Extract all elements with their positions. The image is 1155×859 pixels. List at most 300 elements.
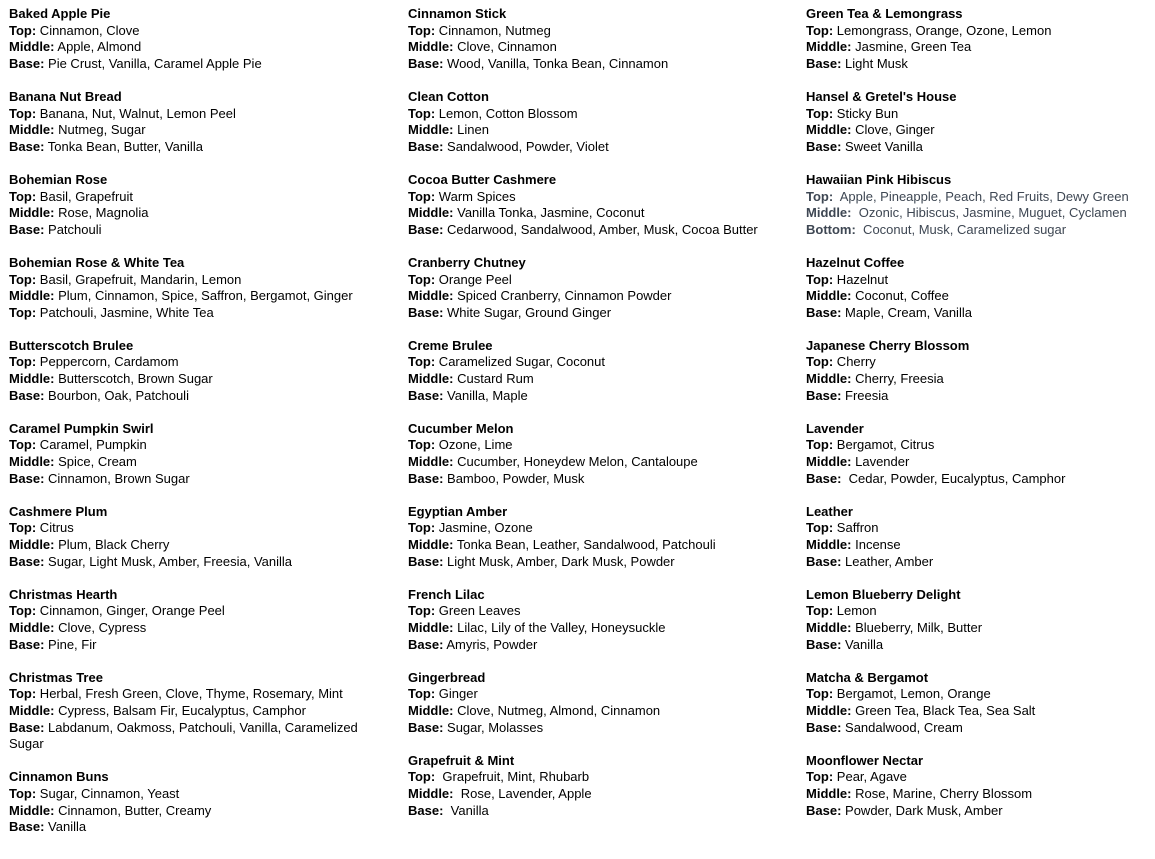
- note-value: Vanilla: [443, 802, 489, 818]
- note-value: Bamboo, Powder, Musk: [443, 470, 585, 486]
- note-line: [9, 371, 377, 388]
- note-line: [806, 189, 1151, 206]
- note-line: [408, 520, 793, 537]
- note-label: Top:: [408, 22, 436, 38]
- fragrance-title: Cinnamon Buns: [9, 769, 109, 785]
- note-line: [9, 56, 377, 73]
- note-value: Light Musk: [841, 55, 908, 71]
- note-value: Cinnamon, Butter, Creamy: [54, 802, 212, 818]
- note-value: Sandalwood, Cream: [841, 719, 963, 735]
- note-value: Herbal, Fresh Green, Clove, Thyme, Rosemary, Mint: [36, 686, 343, 702]
- note-value: Cherry: [833, 354, 876, 370]
- note-value: Cinnamon, Ginger, Orange Peel: [36, 603, 225, 619]
- fragrance-entry: [408, 504, 793, 570]
- note-value: Bourbon, Oak, Patchouli: [44, 387, 189, 403]
- note-label: Middle:: [9, 205, 55, 221]
- note-line: [408, 471, 793, 488]
- fragrance-entry: [9, 421, 377, 487]
- note-line: [806, 222, 1151, 239]
- fragrance-entry: [408, 172, 793, 238]
- note-line: [9, 554, 377, 571]
- fragrance-entry: [9, 338, 377, 404]
- note-value: Sandalwood, Powder, Violet: [443, 138, 609, 154]
- fragrance-entry: [806, 255, 1151, 321]
- note-label: Top:: [9, 603, 37, 619]
- note-value: Ozone, Lime: [435, 437, 513, 453]
- note-label: Middle:: [806, 702, 852, 718]
- note-label: Top:: [806, 22, 834, 38]
- note-line: [408, 554, 793, 571]
- fragrance-entry: [9, 670, 377, 753]
- note-label: Middle:: [408, 371, 454, 387]
- note-value: Pie Crust, Vanilla, Caramel Apple Pie: [44, 55, 262, 71]
- note-line: [408, 686, 793, 703]
- note-line: [9, 703, 377, 720]
- fragrance-title: Grapefruit & Mint: [408, 752, 515, 768]
- note-value: Ozonic, Hibiscus, Jasmine, Muguet, Cyclamen: [851, 205, 1127, 221]
- note-value: Green Tea, Black Tea, Sea Salt: [851, 702, 1036, 718]
- note-label: Base:: [806, 304, 842, 320]
- fragrance-title: Matcha & Bergamot: [806, 669, 929, 685]
- note-label: Middle:: [9, 537, 55, 552]
- note-line: [9, 720, 377, 753]
- note-line: [408, 603, 793, 620]
- note-label: Middle:: [408, 454, 454, 470]
- note-line: [9, 803, 377, 820]
- note-line: [806, 437, 1151, 454]
- fragrance-title: Hansel & Gretel's House: [806, 88, 957, 104]
- note-label: Middle:: [408, 619, 454, 635]
- note-value: Patchouli: [44, 221, 102, 237]
- note-label: Top:: [806, 686, 834, 702]
- note-value: Sticky Bun: [833, 105, 899, 121]
- note-label: Top:: [9, 188, 37, 204]
- note-value: Lilac, Lily of the Valley, Honeysuckle: [453, 619, 666, 635]
- note-label: Middle:: [408, 122, 454, 138]
- note-line: [9, 603, 377, 620]
- note-line: [806, 388, 1151, 405]
- note-value: Apple, Almond: [54, 39, 142, 55]
- note-line: [408, 23, 793, 40]
- note-value: Cucumber, Honeydew Melon, Cantaloupe: [453, 454, 698, 470]
- fragrance-title: Lemon Blueberry Delight: [806, 586, 961, 602]
- fragrance-entry: [9, 6, 377, 72]
- note-line: [408, 354, 793, 371]
- note-label: Middle:: [9, 802, 55, 818]
- note-value: Sugar, Cinnamon, Yeast: [36, 785, 180, 801]
- note-label: Middle:: [9, 702, 55, 718]
- note-label: Top:: [9, 271, 37, 287]
- note-value: Coconut, Coffee: [851, 288, 949, 304]
- note-value: Custard Rum: [453, 371, 534, 387]
- note-value: Sugar, Molasses: [443, 719, 544, 735]
- note-value: Nutmeg, Sugar: [54, 122, 146, 138]
- note-line: [408, 272, 793, 289]
- fragrance-title: Cinnamon Stick: [408, 6, 507, 21]
- note-value: Butterscotch, Brown Sugar: [54, 371, 213, 387]
- fragrance-title: Cucumber Melon: [408, 420, 514, 436]
- note-line: [408, 305, 793, 322]
- note-label: Middle:: [9, 122, 55, 138]
- note-line: [9, 139, 377, 156]
- note-line: [9, 288, 377, 305]
- note-line: [408, 454, 793, 471]
- note-line: [408, 803, 793, 820]
- fragrance-title: Bohemian Rose & White Tea: [9, 254, 185, 270]
- note-line: [9, 189, 377, 206]
- note-value: Tonka Bean, Butter, Vanilla: [44, 138, 203, 154]
- fragrance-title: Clean Cotton: [408, 88, 489, 104]
- fragrance-title: Egyptian Amber: [408, 503, 508, 519]
- note-line: [9, 39, 377, 56]
- note-label: Middle:: [806, 454, 852, 470]
- fragrance-entry: [408, 753, 793, 819]
- note-label: Base:: [408, 304, 444, 320]
- note-label: Middle:: [806, 288, 852, 304]
- note-value: Apple, Pineapple, Peach, Red Fruits, Dewy Green: [833, 188, 1129, 204]
- note-line: [408, 437, 793, 454]
- note-label: Base:: [9, 221, 45, 237]
- note-line: [408, 620, 793, 637]
- note-line: [408, 537, 793, 554]
- note-line: [408, 56, 793, 73]
- note-label: Top:: [408, 437, 436, 453]
- note-value: Jasmine, Ozone: [435, 520, 533, 536]
- note-line: [408, 122, 793, 139]
- note-value: Lavender: [851, 454, 910, 470]
- note-line: [408, 720, 793, 737]
- note-value: Caramelized Sugar, Coconut: [435, 354, 605, 370]
- note-line: [408, 139, 793, 156]
- fragrance-entry: [9, 172, 377, 238]
- note-line: [408, 637, 793, 654]
- note-line: [408, 769, 793, 786]
- note-label: Top:: [806, 354, 834, 370]
- note-line: [9, 819, 377, 836]
- note-value: Caramel, Pumpkin: [36, 437, 147, 453]
- fragrance-entry: [806, 89, 1151, 155]
- note-label: Base:: [806, 553, 842, 569]
- note-line: [806, 786, 1151, 803]
- note-line: [806, 554, 1151, 571]
- note-value: Banana, Nut, Walnut, Lemon Peel: [36, 105, 236, 121]
- fragrance-title: Cashmere Plum: [9, 503, 108, 519]
- note-value: Jasmine, Green Tea: [851, 39, 972, 55]
- note-line: [806, 537, 1151, 554]
- note-label: Middle:: [408, 702, 454, 718]
- note-line: [806, 305, 1151, 322]
- note-value: Freesia: [841, 387, 889, 403]
- note-label: Middle:: [806, 39, 852, 55]
- note-label: Top:: [408, 105, 436, 121]
- note-label: Base:: [806, 387, 842, 403]
- note-value: Labdanum, Oakmoss, Patchouli, Vanilla, Caramelized Sugar: [9, 719, 362, 752]
- fragrance-entry: [806, 338, 1151, 404]
- note-line: [806, 637, 1151, 654]
- fragrance-title: Cocoa Butter Cashmere: [408, 171, 557, 187]
- note-line: [806, 56, 1151, 73]
- note-line: [806, 620, 1151, 637]
- note-label: Base:: [9, 55, 45, 71]
- fragrance-entry: [9, 769, 377, 835]
- note-value: Lemongrass, Orange, Ozone, Lemon: [833, 22, 1052, 38]
- note-label: Base:: [9, 636, 45, 652]
- fragrance-title: Gingerbread: [408, 669, 486, 685]
- note-label: Middle:: [806, 371, 852, 387]
- fragrance-entry: [408, 338, 793, 404]
- note-value: Citrus: [36, 520, 74, 536]
- note-value: Bergamot, Lemon, Orange: [833, 686, 991, 702]
- fragrance-title: Japanese Cherry Blossom: [806, 337, 970, 353]
- note-line: [9, 305, 377, 322]
- note-value: Amyris, Powder: [443, 636, 538, 652]
- note-value: Cherry, Freesia: [851, 371, 944, 387]
- note-value: Spiced Cranberry, Cinnamon Powder: [453, 288, 672, 304]
- fragrance-title: Leather: [806, 503, 853, 519]
- fragrance-entry: [806, 587, 1151, 653]
- note-line: [806, 720, 1151, 737]
- note-value: Coconut, Musk, Caramelized sugar: [855, 221, 1067, 237]
- fragrance-entry: [806, 6, 1151, 72]
- note-line: [806, 39, 1151, 56]
- note-label: Bottom:: [806, 221, 856, 237]
- note-value: Pine, Fir: [44, 636, 97, 652]
- note-value: Sweet Vanilla: [841, 138, 923, 154]
- note-label: Top:: [408, 603, 436, 619]
- note-label: Base:: [408, 719, 444, 735]
- note-label: Top:: [408, 354, 436, 370]
- fragrance-entry: [806, 421, 1151, 487]
- note-label: Top:: [806, 271, 834, 287]
- fragrance-title: Baked Apple Pie: [9, 6, 111, 21]
- note-value: Clove, Cinnamon: [453, 39, 557, 55]
- fragrance-title: Christmas Tree: [9, 669, 103, 685]
- note-label: Base:: [9, 553, 45, 569]
- note-label: Middle:: [806, 619, 852, 635]
- note-label: Top:: [9, 304, 37, 320]
- note-value: Rose, Magnolia: [54, 205, 149, 221]
- fragrance-title: Butterscotch Brulee: [9, 337, 134, 353]
- note-label: Top:: [9, 105, 37, 121]
- note-line: [408, 205, 793, 222]
- notes-column-2: [408, 6, 793, 836]
- note-value: Clove, Nutmeg, Almond, Cinnamon: [453, 702, 661, 718]
- note-value: Cypress, Balsam Fir, Eucalyptus, Camphor: [54, 702, 306, 718]
- fragrance-title: Banana Nut Bread: [9, 88, 122, 104]
- note-line: [9, 620, 377, 637]
- fragrance-title: Hawaiian Pink Hibiscus: [806, 171, 952, 187]
- note-label: Top:: [9, 686, 37, 702]
- note-label: Middle:: [9, 454, 55, 470]
- note-value: Tonka Bean, Leather, Sandalwood, Patchouli: [453, 537, 716, 552]
- note-value: Cinnamon, Brown Sugar: [44, 470, 190, 486]
- note-line: [408, 39, 793, 56]
- note-value: Incense: [851, 537, 901, 552]
- note-label: Top:: [408, 769, 436, 785]
- note-value: Clove, Cypress: [54, 619, 147, 635]
- note-line: [9, 520, 377, 537]
- fragrance-entry: [806, 670, 1151, 736]
- fragrance-title: Creme Brulee: [408, 337, 493, 353]
- note-value: Blueberry, Milk, Butter: [851, 619, 983, 635]
- note-line: [9, 354, 377, 371]
- note-line: [806, 122, 1151, 139]
- note-label: Base:: [9, 719, 45, 735]
- note-line: [9, 437, 377, 454]
- note-value: Cedarwood, Sandalwood, Amber, Musk, Cocoa Butter: [443, 221, 758, 237]
- note-line: [806, 471, 1151, 488]
- note-line: [9, 106, 377, 123]
- fragrance-entry: [408, 255, 793, 321]
- note-label: Base:: [806, 470, 842, 486]
- note-line: [408, 189, 793, 206]
- note-label: Base:: [408, 221, 444, 237]
- note-value: Maple, Cream, Vanilla: [841, 304, 972, 320]
- note-value: Cinnamon, Clove: [36, 22, 140, 38]
- note-value: Vanilla, Maple: [443, 387, 528, 403]
- note-label: Top:: [9, 354, 37, 370]
- note-value: Lemon: [833, 603, 877, 619]
- fragrance-title: Caramel Pumpkin Swirl: [9, 420, 154, 436]
- note-label: Base:: [408, 387, 444, 403]
- notes-column-3: [806, 6, 1151, 836]
- fragrance-entry: [408, 6, 793, 72]
- note-value: Spice, Cream: [54, 454, 137, 470]
- note-label: Top:: [408, 686, 436, 702]
- note-value: Rose, Marine, Cherry Blossom: [851, 785, 1033, 801]
- note-label: Base:: [9, 470, 45, 486]
- note-value: Basil, Grapefruit: [36, 188, 134, 204]
- fragrance-title: Hazelnut Coffee: [806, 254, 905, 270]
- note-line: [408, 388, 793, 405]
- note-value: Plum, Black Cherry: [54, 537, 170, 552]
- note-line: [9, 23, 377, 40]
- note-line: [806, 603, 1151, 620]
- note-line: [806, 106, 1151, 123]
- note-value: Wood, Vanilla, Tonka Bean, Cinnamon: [443, 55, 669, 71]
- note-line: [806, 288, 1151, 305]
- fragrance-title: Christmas Hearth: [9, 586, 118, 602]
- note-value: White Sugar, Ground Ginger: [443, 304, 612, 320]
- note-line: [806, 354, 1151, 371]
- note-label: Middle:: [9, 371, 55, 387]
- note-label: Base:: [806, 802, 842, 818]
- note-value: Pear, Agave: [833, 769, 907, 785]
- note-label: Top:: [806, 520, 834, 536]
- note-label: Top:: [9, 437, 37, 453]
- note-value: Basil, Grapefruit, Mandarin, Lemon: [36, 271, 242, 287]
- note-value: Patchouli, Jasmine, White Tea: [36, 304, 214, 320]
- note-label: Base:: [9, 138, 45, 154]
- note-label: Middle:: [408, 288, 454, 304]
- note-value: Cinnamon, Nutmeg: [435, 22, 551, 38]
- note-value: Vanilla Tonka, Jasmine, Coconut: [453, 205, 645, 221]
- note-line: [806, 23, 1151, 40]
- note-value: Peppercorn, Cardamom: [36, 354, 179, 370]
- fragrance-entry: [9, 89, 377, 155]
- note-label: Top:: [9, 785, 37, 801]
- note-value: Green Leaves: [435, 603, 521, 619]
- note-line: [806, 139, 1151, 156]
- note-label: Base:: [408, 470, 444, 486]
- notes-column-1: [9, 6, 377, 852]
- note-value: Warm Spices: [435, 188, 516, 204]
- note-line: [806, 371, 1151, 388]
- note-label: Top:: [806, 769, 834, 785]
- note-value: Light Musk, Amber, Dark Musk, Powder: [443, 553, 675, 569]
- fragrance-entry: [806, 753, 1151, 819]
- fragrance-entry: [9, 587, 377, 653]
- note-value: Hazelnut: [833, 271, 889, 287]
- fragrance-title: French Lilac: [408, 586, 485, 602]
- note-line: [408, 222, 793, 239]
- note-line: [806, 205, 1151, 222]
- note-label: Base:: [408, 553, 444, 569]
- note-value: Cedar, Powder, Eucalyptus, Camphor: [841, 470, 1066, 486]
- note-line: [408, 703, 793, 720]
- note-label: Base:: [806, 636, 842, 652]
- note-line: [9, 686, 377, 703]
- note-label: Base:: [806, 138, 842, 154]
- note-value: Powder, Dark Musk, Amber: [841, 802, 1003, 818]
- note-label: Middle:: [9, 619, 55, 635]
- note-label: Base:: [9, 819, 45, 835]
- note-label: Middle:: [806, 122, 852, 138]
- note-line: [9, 222, 377, 239]
- note-label: Top:: [806, 188, 834, 204]
- note-value: Vanilla: [841, 636, 884, 652]
- note-value: Grapefruit, Mint, Rhubarb: [435, 769, 590, 785]
- note-line: [9, 272, 377, 289]
- fragrance-entry: [408, 421, 793, 487]
- note-line: [806, 520, 1151, 537]
- note-line: [9, 786, 377, 803]
- note-label: Middle:: [806, 537, 852, 552]
- note-label: Middle:: [9, 288, 55, 304]
- note-line: [9, 205, 377, 222]
- note-label: Middle:: [408, 537, 454, 552]
- note-label: Middle:: [9, 39, 55, 55]
- note-line: [806, 272, 1151, 289]
- note-line: [408, 106, 793, 123]
- note-line: [9, 454, 377, 471]
- fragrance-title: Lavender: [806, 420, 864, 436]
- note-line: [408, 786, 793, 803]
- note-label: Top:: [9, 22, 37, 38]
- note-label: Top:: [9, 520, 37, 536]
- fragrance-entry: [806, 504, 1151, 570]
- note-label: Base:: [408, 802, 444, 818]
- note-label: Middle:: [408, 39, 454, 55]
- note-value: Bergamot, Citrus: [833, 437, 935, 453]
- fragrance-entry: [9, 504, 377, 570]
- fragrance-title: Green Tea & Lemongrass: [806, 6, 963, 21]
- note-value: Linen: [453, 122, 489, 138]
- note-value: Rose, Lavender, Apple: [453, 785, 592, 801]
- note-line: [806, 703, 1151, 720]
- note-value: Plum, Cinnamon, Spice, Saffron, Bergamot, Ginger: [54, 288, 353, 304]
- note-label: Middle:: [408, 785, 454, 801]
- note-line: [9, 537, 377, 554]
- fragrance-entry: [408, 89, 793, 155]
- note-label: Base:: [408, 636, 444, 652]
- fragrance-title: Moonflower Nectar: [806, 752, 924, 768]
- note-label: Top:: [806, 105, 834, 121]
- note-label: Top:: [408, 271, 436, 287]
- note-line: [9, 471, 377, 488]
- note-line: [806, 454, 1151, 471]
- note-label: Base:: [408, 55, 444, 71]
